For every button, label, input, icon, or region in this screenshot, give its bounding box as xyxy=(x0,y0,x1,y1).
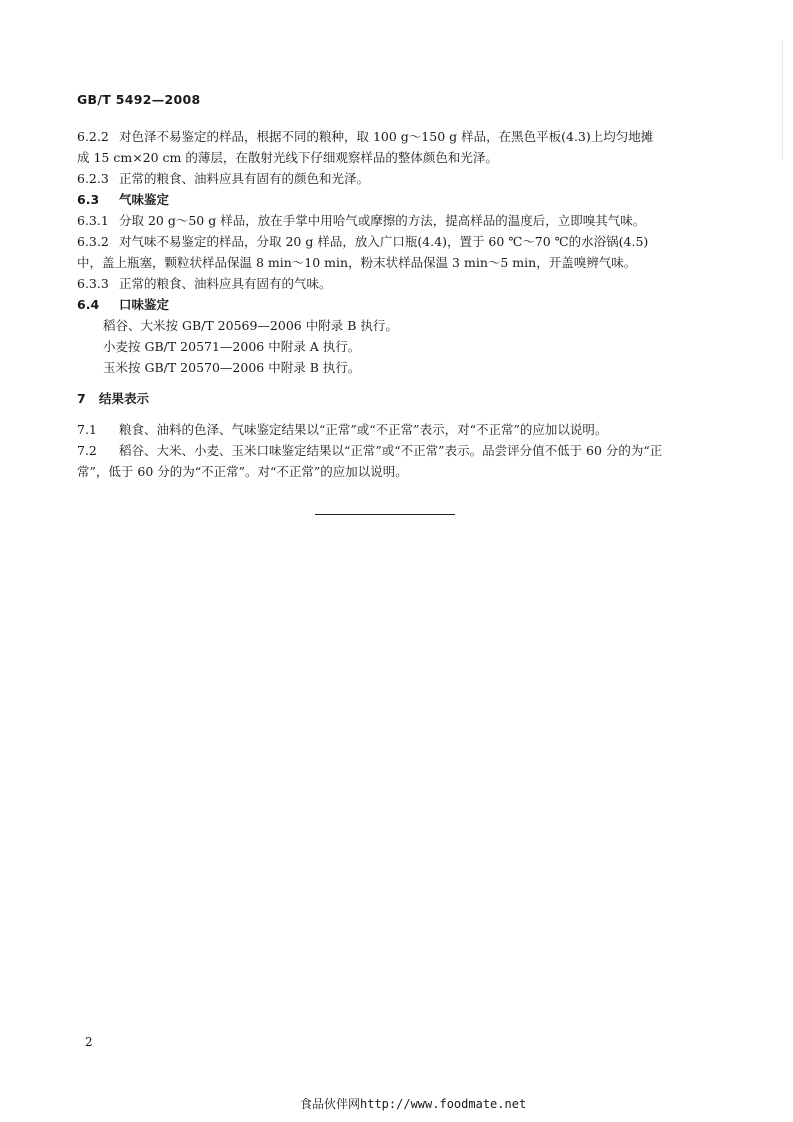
section-title: 气味鉴定 xyxy=(119,192,170,207)
section-6-4-heading xyxy=(77,298,733,312)
section-number: 7 xyxy=(77,391,86,406)
taste-corn-line xyxy=(103,361,733,375)
taste-wheat-line xyxy=(103,340,733,354)
clause-text: 粮食、油料的色泽、气味鉴定结果以“正常”或“不正常”表示，对“不正常”的应加以说明。 xyxy=(119,422,608,437)
clause-text: 正常的粮食、油料应具有固有的颜色和光泽。 xyxy=(119,171,370,186)
clause-7-1 xyxy=(77,423,733,437)
clause-text: 玉米按 GB/T 20570—2006 中附录 B 执行。 xyxy=(103,360,361,375)
clause-number: 7.1 xyxy=(77,422,97,437)
clause-6-2-2-line-1 xyxy=(77,130,733,144)
clause-text: 对气味不易鉴定的样品，分取 20 g 样品，放入广口瓶(4.4)，置于 60 ℃～70 ℃的水浴锅(4.5) xyxy=(119,234,649,249)
clause-number: 6.3.1 xyxy=(77,213,109,228)
clause-6-2-3 xyxy=(77,172,733,186)
clause-6-3-1 xyxy=(77,214,733,228)
clause-text: 中，盖上瓶塞，颗粒状样品保温 8 min～10 min，粉末状样品保温 3 min～5 min，开盖嗅辨气味。 xyxy=(77,255,637,270)
clause-text: 对色泽不易鉴定的样品，根据不同的粮种，取 100 g～150 g 样品，在黑色平板(4.3)上均匀地摊 xyxy=(119,129,654,144)
clause-text: 稻谷、大米按 GB/T 20569—2006 中附录 B 执行。 xyxy=(103,318,398,333)
clause-number: 6.2.2 xyxy=(77,129,109,144)
clause-text: 正常的粮食、油料应具有固有的气味。 xyxy=(119,276,332,291)
clause-7-2-line-2 xyxy=(77,465,733,479)
clause-6-3-2-line-1 xyxy=(77,235,733,249)
section-6-3-heading xyxy=(77,193,733,207)
clause-6-3-3 xyxy=(77,277,733,291)
clause-text: 小麦按 GB/T 20571—2006 中附录 A 执行。 xyxy=(103,339,361,354)
section-title: 口味鉴定 xyxy=(119,297,170,312)
clause-6-2-2-line-2 xyxy=(77,151,733,165)
clause-number: 6.2.3 xyxy=(77,171,109,186)
clause-text: 稻谷、大米、小麦、玉米口味鉴定结果以“正常”或“不正常”表示。品尝评分值不低于 60 分的为“正 xyxy=(119,443,663,458)
clause-number: 6.3.2 xyxy=(77,234,109,249)
clause-6-3-2-line-2 xyxy=(77,256,733,270)
page-number: 2 xyxy=(85,1035,93,1049)
section-title: 结果表示 xyxy=(99,391,150,406)
section-number: 6.3 xyxy=(77,192,100,207)
scan-edge-mark xyxy=(782,40,783,160)
clause-number: 7.2 xyxy=(77,443,97,458)
section-number: 6.4 xyxy=(77,297,100,312)
standard-number-header: GB/T 5492—2008 xyxy=(77,92,201,107)
end-rule xyxy=(315,514,455,515)
clause-text: 成 15 cm×20 cm 的薄层，在散射光线下仔细观察样品的整体颜色和光泽。 xyxy=(77,150,498,165)
section-7-heading xyxy=(77,392,733,406)
clause-text: 分取 20 g～50 g 样品，放在手掌中用哈气或摩擦的方法，提高样品的温度后，立即嗅其气味。 xyxy=(119,213,646,228)
clause-number: 6.3.3 xyxy=(77,276,109,291)
taste-rice-line xyxy=(103,319,733,333)
clause-text: 常”，低于 60 分的为“不正常”。对“不正常”的应加以说明。 xyxy=(77,464,408,479)
clause-7-2-line-1 xyxy=(77,444,733,458)
footer-watermark-link[interactable]: 食品伙伴网http://www.foodmate.net xyxy=(300,1097,527,1111)
